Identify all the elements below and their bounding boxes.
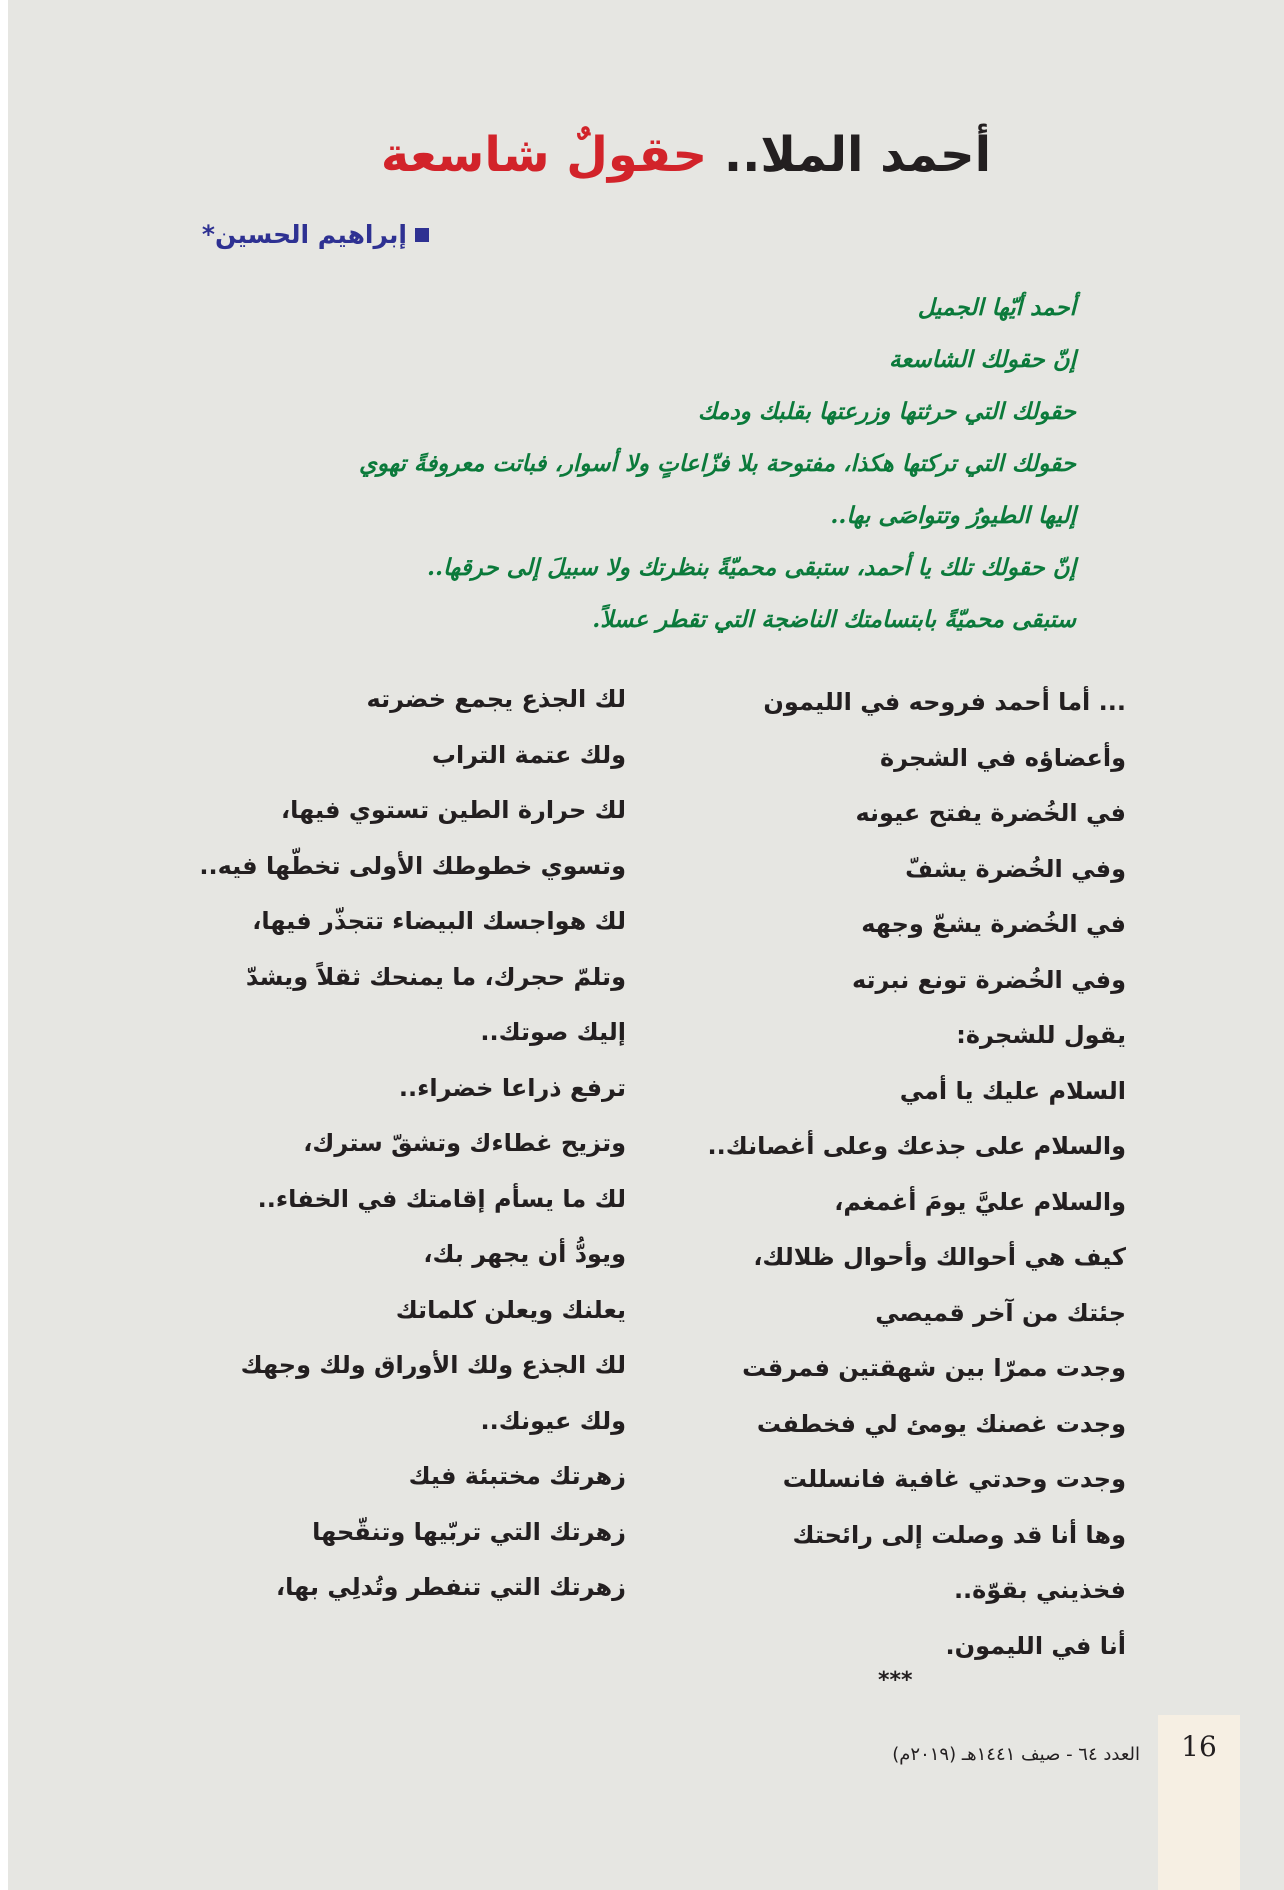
intro-line: إنّ حقولك الشاسعة [888,346,1076,373]
poem-line: والسلام على جذعك وعلى أغصانك.. [707,1132,1126,1160]
poem-line: ولك عتمة التراب [431,740,626,769]
poem-line: في الخُضرة يشعّ وجهه [861,910,1126,938]
title-author-name: أحمد الملا.. [723,127,992,183]
poem-line: لك حرارة الطين تستوي فيها، [281,796,626,824]
poem-line: يعلنك ويعلن كلماتك [395,1295,626,1324]
page-number: 16 [1181,1730,1217,1763]
intro-line: إنّ حقولك تلك يا أحمد، ستبقى محميّةً بنظرتك ولا سبيلَ إلى حرقها.. [427,554,1076,581]
square-bullet-icon [415,228,429,242]
poem-right-column [646,675,1126,1674]
article-title [8,120,1284,190]
intro-dedication [196,282,1076,646]
issue-info: العدد ٦٤ - صيف ١٤٤١هـ (٢٠١٩م) [892,1744,1140,1765]
title-subtitle: حقولٌ شاسعة [380,127,708,183]
poem-line: كيف هي أحوالك وأحوال ظلالك، [753,1243,1126,1271]
byline [202,220,429,249]
poem-line: وأعضاؤه في الشجرة [879,743,1126,772]
poem-line: لك ما يسأم إقامتك في الخفاء.. [257,1184,626,1213]
poem-line: زهرتك التي تربّيها وتنقّحها [312,1517,626,1546]
poem-line: ... أما أحمد فروحه في الليمون [763,688,1126,716]
section-separator: *** [878,1668,913,1693]
poem-line: وتزيح غطاءك وتشقّ سترك، [303,1129,626,1157]
poem-line: أنا في الليمون. [945,1631,1126,1660]
poem-line: وجدت غصنك يومئ لي فخطفت [756,1409,1126,1438]
intro-line: حقولك التي حرثتها وزرعتها بقلبك ودمك [697,398,1076,425]
intro-line: ستبقى محميّةً بابتسامتك الناضجة التي تقطر عسلاً. [592,606,1076,633]
poem-line: في الخُضرة يفتح عيونه [855,799,1126,827]
poem-line: زهرتك التي تنفطر وتُدلِي بها، [276,1573,626,1601]
intro-line: حقولك التي تركتها هكذا، مفتوحة بلا فزّاعاتٍ ولا أسوار، فباتت معروفةً تهوي [359,450,1076,477]
page [8,0,1284,1890]
poem-line: ترفع ذراعا خضراء.. [398,1073,626,1102]
poem-line: ولك عيونك.. [480,1406,626,1435]
poem-line: وتلمّ حجرك، ما يمنحك ثقلاً ويشدّ [245,962,626,991]
poem-line: لك الجذع يجمع خضرته [366,685,626,713]
intro-line: أحمد أيّها الجميل [917,294,1076,321]
poem-line: وجدت وحدتي غافية فانسللت [782,1465,1126,1493]
poem-line: لك هواجسك البيضاء تتجذّر فيها، [252,907,626,935]
poem-line: جئتك من آخر قميصي [875,1298,1126,1327]
poem-line: وفي الخُضرة يشفّ [905,854,1126,883]
poem-line: لك الجذع ولك الأوراق ولك وجهك [240,1351,626,1379]
poem-line: زهرتك مختبئة فيك [408,1462,626,1490]
poem-line: يقول للشجرة: [956,1021,1126,1049]
poem-line: ويودُّ أن يجهر بك، [423,1240,626,1268]
author-name: إبراهيم الحسين* [201,220,407,249]
poem-line: والسلام عليَّ يومَ أغمغم، [834,1187,1126,1216]
poem-line: وها أنا قد وصلت إلى رائحتك [792,1520,1126,1549]
intro-line: إليها الطيورُ وتتواصَى بها.. [830,502,1076,529]
poem-line: إليك صوتك.. [480,1018,626,1046]
poem-line: وفي الخُضرة تونع نبرته [851,965,1126,994]
poem-line: فخذيني بقوّة.. [953,1576,1126,1604]
poem-left-column [126,672,626,1616]
poem-line: وجدت ممرّا بين شهقتين فمرقت [742,1354,1126,1382]
poem-line: وتسوي خطوطك الأولى تخطّها فيه.. [199,851,626,880]
poem-line: السلام عليك يا أمي [899,1076,1126,1105]
